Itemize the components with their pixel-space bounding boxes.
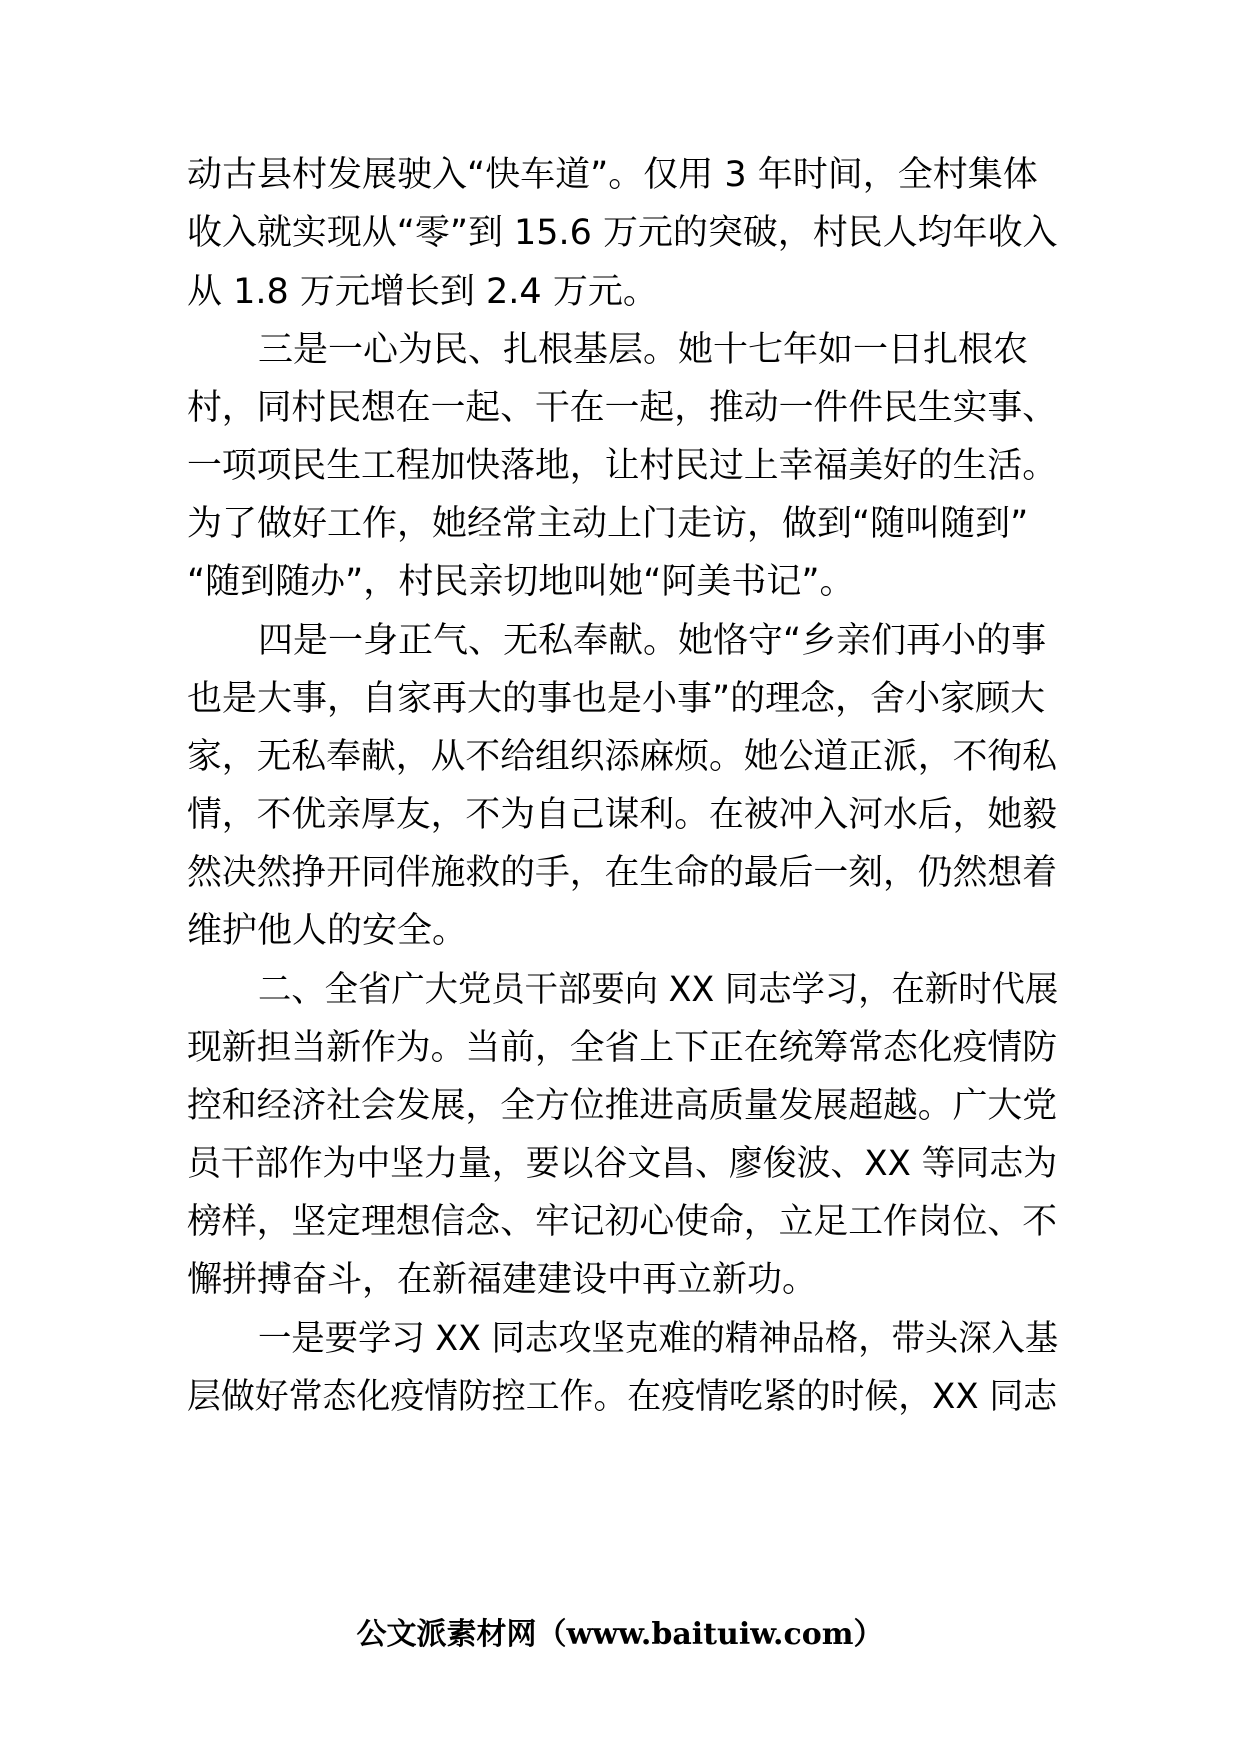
body-line: 从 1.8 万元增长到 2.4 万元。 bbox=[187, 272, 658, 312]
page-footer: 公文派素材网（www.baituiw.com） bbox=[356, 1617, 884, 1652]
body-line: 家，无私奉献，从不给组织添麻烦。她公道正派，不徇私 bbox=[187, 737, 1058, 777]
body-line: 层做好常态化疫情防控工作。在疫情吃紧的时候，XX 同志 bbox=[187, 1377, 1058, 1417]
body-line: 维护他人的安全。 bbox=[187, 911, 468, 951]
body-line: 懈拼搏奋斗，在新福建建设中再立新功。 bbox=[187, 1260, 818, 1300]
body-line: 收入就实现从“零”到 15.6 万元的突破，村民人均年收入 bbox=[187, 213, 1058, 253]
body-line: 为了做好工作，她经常主动上门走访，做到“随叫随到” bbox=[187, 504, 1029, 544]
body-line: 员干部作为中坚力量，要以谷文昌、廖俊波、XX 等同志为 bbox=[187, 1144, 1058, 1184]
paragraph-start-line: 四是一身正气、无私奉献。她恪守“乡亲们再小的事 bbox=[258, 621, 1047, 661]
body-line: 然决然挣开同伴施救的手，在生命的最后一刻，仍然想着 bbox=[187, 853, 1058, 893]
body-line: 也是大事，自家再大的事也是小事”的理念，舍小家顾大 bbox=[187, 679, 1046, 719]
body-line: 控和经济社会发展，全方位推进高质量发展超越。广大党 bbox=[187, 1086, 1058, 1126]
paragraph-start-line: 二、全省广大党员干部要向 XX 同志学习，在新时代展 bbox=[258, 970, 1059, 1010]
body-line: 情，不优亲厚友，不为自己谋利。在被冲入河水后，她毅 bbox=[187, 795, 1058, 835]
paragraph-start-line: 三是一心为民、扎根基层。她十七年如一日扎根农 bbox=[258, 330, 1029, 370]
paragraph-start-line: 一是要学习 XX 同志攻坚克难的精神品格，带头深入基 bbox=[258, 1319, 1059, 1359]
body-line: “随到随办”，村民亲切地叫她“阿美书记”。 bbox=[187, 562, 855, 602]
body-line: 现新担当新作为。当前，全省上下正在统筹常态化疫情防 bbox=[187, 1028, 1058, 1068]
body-line: 榜样，坚定理想信念、牢记初心使命，立足工作岗位、不 bbox=[187, 1202, 1058, 1242]
body-line: 村，同村民想在一起、干在一起，推动一件件民生实事、 bbox=[187, 388, 1058, 428]
body-line: 一项项民生工程加快落地，让村民过上幸福美好的生活。 bbox=[187, 446, 1058, 486]
body-line: 动古县村发展驶入“快车道”。仅用 3 年时间，全村集体 bbox=[187, 155, 1038, 195]
